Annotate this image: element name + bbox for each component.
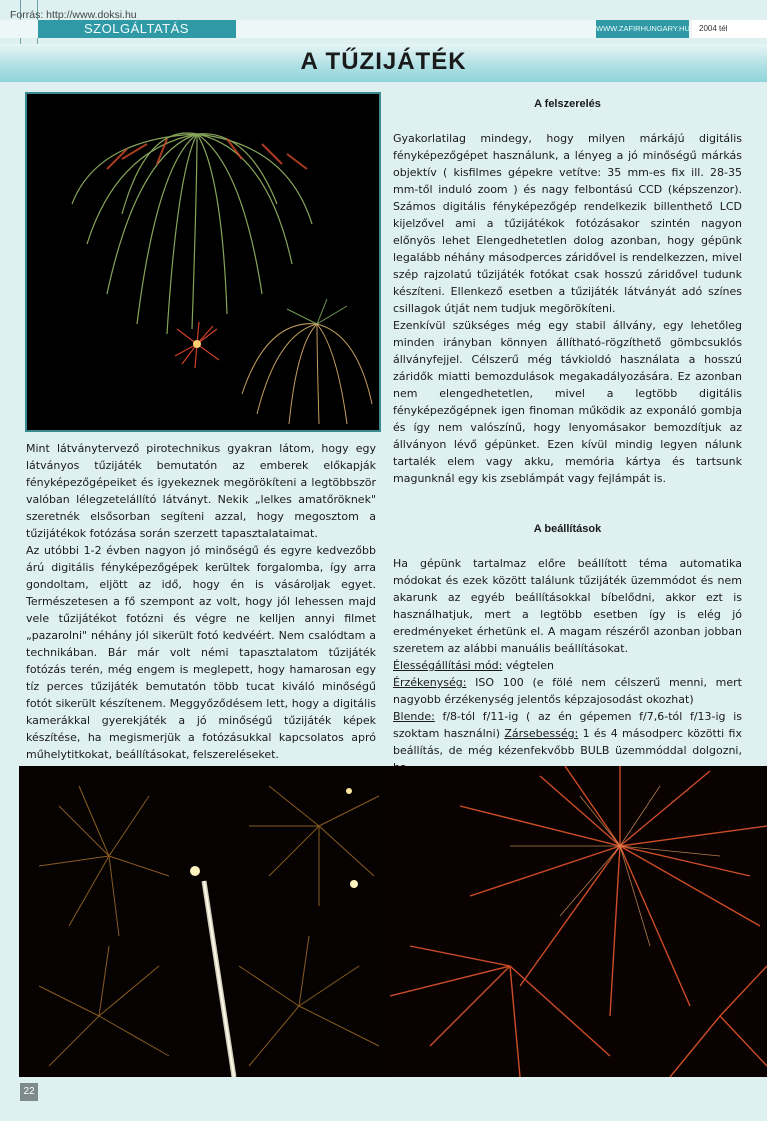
equipment-paragraph: Gyakorlatilag mindegy, hogy milyen márkájú digitális fényképezőgépet használunk, a lényeg a jó minőségű márkás objektív ( kisfilmes gépekre vetítve: 35 mm-es fix ill. 28-35 mm-től induló zoom ) és nagy felbontású CCD (képszenzor). Számos digitális fényképezőgép rendelkezik billenthető LCD kijelzővel ami a tűzijátékok fotózásakor szintén nagyon előnyös lehet Elengedhetetlen dolog azonban, hogy gépünk legalább néhány másodperces záridővel is rendelkezzen, mivel szép rajzolatú tűzijáték fotókat csak hosszú záridővel tudunk készíteni. Ellenkező esetben a tűzijáték látványát adó színes csillagok útját nem tudjuk megörökíteni. (393, 132, 742, 315)
aperture-label: Blende: (393, 710, 435, 723)
intro-paragraph: Mint látványtervező pirotechnikus gyakran látom, hogy egy látványos tűzijáték bemutatón az emberek előkapják fényképezőgépeiket és igyekeznek megörökíteni a legtöbbször valóban lélegzetelállító látványt. Nekik „lelkes amatőröknek" szeretnék elsősorban segíteni azzal, hogy megosztom a tűzijátékok fotózása során szerzett tapasztalataimat. (26, 442, 376, 540)
section-label: SZOLGÁLTATÁS (38, 20, 236, 38)
story-paragraph: Az utóbbi 1-2 évben nagyon jó minőségű és egyre kedvezőbb árú digitális fényképezőgépek kerültek forgalomba, így arra gondoltam, eljött az idő, hogy én is vásároljak egyet. Természetesen a fő szempont az volt, hogy jól lehessen majd vele tűzijátékot fotózni és végre ne kelljen annyi filmet „pazarolni" néhány jól sikerült fotó kedvéért. Nem csalódtam a technikában. Bár már volt némi tapasztalatom tűzijáték fotózás terén, még engem is meglepett, hogy hamarosan egy tíz perces tűzijáték bemutatón több tucat kiváló minőségű fotót sikerült készítenem. Meggyőződésem lett, hogy a digitális kamerákkal gyerekjáték a jó minőségű tűzijáték képek készítése, ha megismerjük a fotózásukkal kapcsolatos apró műhelytitkokat, beállításokat, felszereléseket. (26, 544, 376, 761)
tripod-paragraph: Ezenkívül szükséges még egy stabil állvány, egy lehetőleg minden irányban könnyen állítható-rögzíthető gömbcsuklós állványfejjel. Célszerű még távkioldó használata a hosszú záridők miatti bemozdulások megakadályozására. Ez azonban nem elengedhetetlen, mivel a legtöbb digitális fényképezőgépnek igen finoman működik az exponáló gombja és így nem valószínű, hogy lenyomásakor bemozdítjuk az állványon lévő gépünket. Ezen kívül mindig legyen nálunk tartalék elem vagy akku, memória kártya és tartsunk magunknál egy kis zseblámpát vagy fejlámpát is. (393, 319, 742, 485)
sensitivity-label: Érzékenység: (393, 676, 467, 689)
focus-label: Élességállítási mód: (393, 659, 503, 672)
website-url[interactable]: WWW.ZAFIRHUNGARY.HU (596, 20, 689, 38)
sensitivity-setting (393, 674, 742, 708)
section-heading-equipment: A felszerelés (534, 98, 601, 110)
aperture-value: f/8-tól f/11-ig ( az én gépemen f/7,6-tól f/13-ig is szoktam használni) (393, 710, 742, 740)
sensitivity-value: ISO 100 (e fölé nem célszerű menni, mert nagyobb érzékenység jelentős képzajosodást okozhat) (393, 676, 742, 706)
source-note: Forrás: http://www.doksi.hu (10, 9, 137, 21)
page-title: A TŰZIJÁTÉK (300, 48, 467, 75)
focus-value: végtelen (502, 659, 555, 672)
fireworks-photo-green (25, 92, 381, 432)
left-column (26, 440, 376, 763)
shutter-label: Zársebesség: (504, 727, 579, 740)
focus-setting (393, 657, 742, 674)
section-heading-settings: A beállítások (533, 523, 602, 535)
shutter-value: 1 és 4 másodperc közötti fix beállítás, de még kézenfekvőbb BULB üzemmóddal dolgozni, (393, 727, 742, 757)
fireworks-photo-gold (19, 766, 390, 1077)
settings-paragraph: Ha gépünk tartalmaz előre beállított téma automatika módokat és ezek között találunk tűzijáték üzemmódot és nem akarunk az egyéb beállításokkal bíbelődni, akkor ezt is használhatjuk, mert a legtöbb esetben így is elég jó eredményeket érhetünk el. A magam részéről azonban jobban szeretem az alábbi manuális beállításokat. (393, 557, 742, 655)
issue-label: 2004 tél (692, 20, 767, 38)
fireworks-photo-red (390, 766, 767, 1077)
right-column (393, 96, 742, 776)
page-number: 22 (20, 1083, 38, 1101)
